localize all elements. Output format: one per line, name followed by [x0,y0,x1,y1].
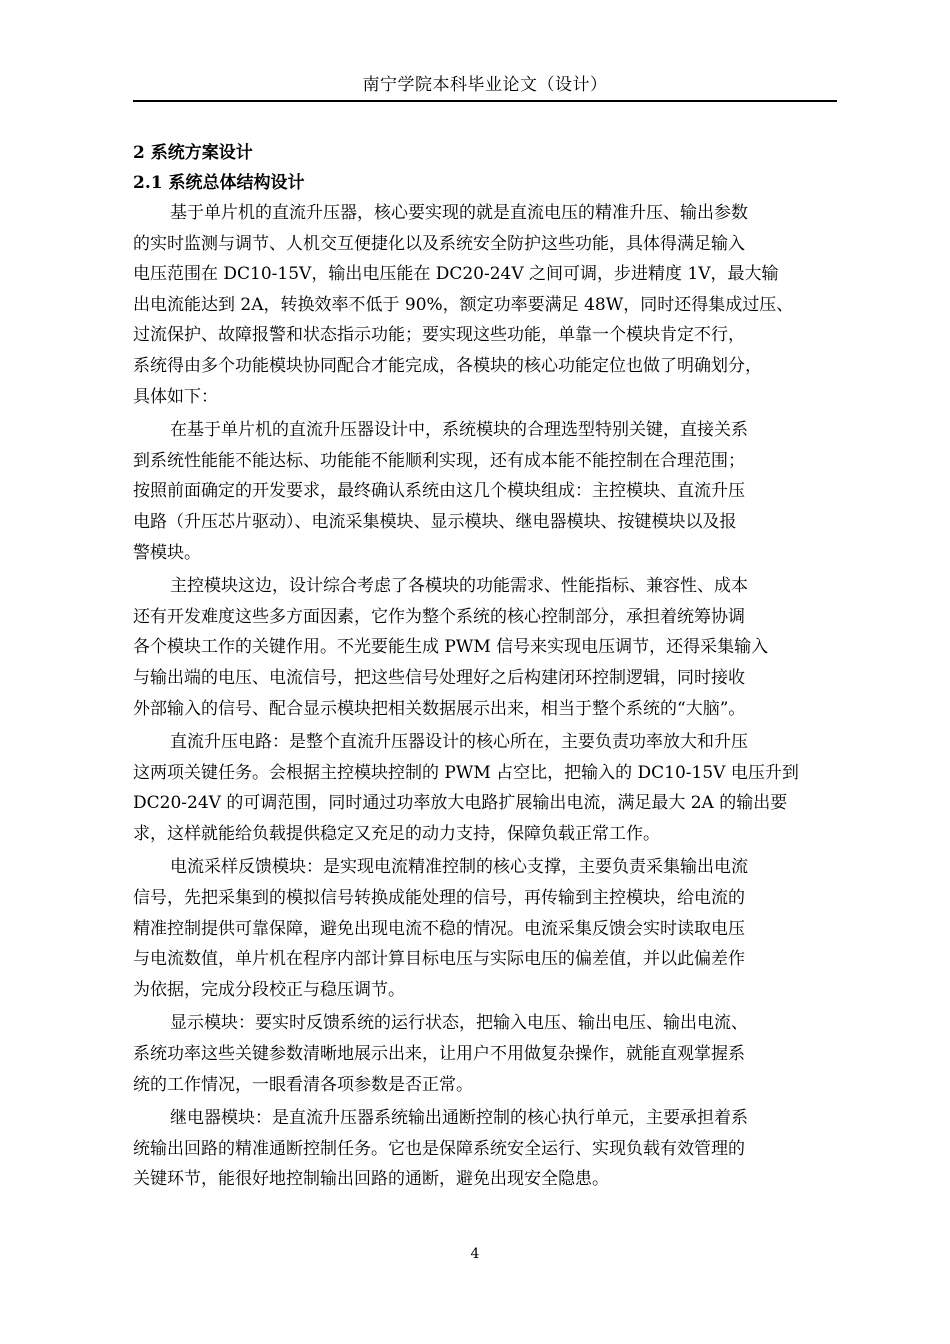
paragraph-line: 继电器模块：是直流升压器系统输出通断控制的核心执行单元，主要承担着系 [170,1108,748,1129]
paragraph-line: 具体如下： [133,386,218,407]
paragraph-line: 电路（升压芯片驱动）、电流采集模块、显示模块、继电器模块、按键模块以及报 [133,511,737,532]
subsection-heading: 2.1 系统总体结构设计 [133,173,305,193]
paragraph [133,198,837,412]
paragraph-line: 按照前面确定的开发要求，最终确认系统由这几个模块组成：主控模块、直流升压 [133,481,745,502]
paragraph-line: 信号，先把采集到的模拟信号转换成能处理的信号，再传输到主控模块，给电流的 [133,888,745,909]
paragraph-line: 与电流数值，单片机在程序内部计算目标电压与实际电压的偏差值，并以此偏差作 [133,949,745,970]
paragraph-line: 主控模块这边，设计综合考虑了各模块的功能需求、性能指标、兼容性、成本 [170,576,748,597]
paragraph-list [133,198,837,1195]
paragraph-line: 统输出回路的精准通断控制任务。它也是保障系统安全运行、实现负载有效管理的 [133,1138,745,1159]
section-heading: 2 系统方案设计 [133,143,253,163]
paragraph [133,1103,837,1195]
paragraph [133,1008,837,1100]
header-divider [133,100,837,102]
paragraph-line: 统的工作情况，一眼看清各项参数是否正常。 [133,1074,473,1095]
paragraph-line: 在基于单片机的直流升压器设计中，系统模块的合理选型特别关键，直接关系 [170,420,748,441]
page-number: 4 [470,1246,480,1262]
paragraph-line: 系统功率这些关键参数清晰地展示出来，让用户不用做复杂操作，就能直观掌握系 [133,1044,745,1065]
paragraph-line: 与输出端的电压、电流信号，把这些信号处理好之后构建闭环控制逻辑，同时接收 [133,667,745,688]
paragraph-line: 各个模块工作的关键作用。不光要能生成 PWM 信号来实现电压调节，还得采集输入 [133,637,769,658]
paragraph-line: 电流采样反馈模块：是实现电流精准控制的核心支撑，主要负责采集输出电流 [170,857,748,878]
paragraph-line: 求，这样就能给负载提供稳定又充足的动力支持，保障负载正常工作。 [133,823,660,844]
paragraph-line: 为依据，完成分段校正与稳压调节。 [133,979,405,1000]
paragraph-line: 精准控制提供可靠保障，避免出现电流不稳的情况。电流采集反馈会实时读取电压 [133,918,745,939]
paragraph-line: 这两项关键任务。会根据主控模块控制的 PWM 占空比，把输入的 DC10-15V 电压升到 [133,762,799,783]
paragraph-line: 还有开发难度这些多方面因素，它作为整个系统的核心控制部分，承担着统筹协调 [133,606,745,627]
paragraph-line: 出电流能达到 2A，转换效率不低于 90%，额定功率要满足 48W，同时还得集成过压、 [133,294,794,315]
paragraph [133,415,837,568]
paragraph-line: 显示模块：要实时反馈系统的运行状态，把输入电压、输出电压、输出电流、 [170,1013,748,1034]
paragraph-line: DC20-24V 的可调范围，同时通过功率放大电路扩展输出电流，满足最大 2A 的输出要 [133,793,788,814]
paragraph-line: 电压范围在 DC10-15V，输出电压能在 DC20-24V 之间可调，步进精度 1V，最大输 [133,264,779,285]
paragraph [133,727,837,849]
paragraph [133,852,837,1005]
paragraph-line: 过流保护、故障报警和状态指示功能；要实现这些功能，单靠一个模块肯定不行， [133,325,745,346]
page-body [133,138,837,1195]
paragraph-line: 的实时监测与调节、人机交互便捷化以及系统安全防护这些功能，具体得满足输入 [133,233,745,254]
paragraph-line: 外部输入的信号、配合显示模块把相关数据展示出来，相当于整个系统的“大脑”。 [133,698,746,719]
paragraph-line: 基于单片机的直流升压器，核心要实现的就是直流电压的精准升压、输出参数 [170,203,748,223]
paragraph-line: 警模块。 [133,542,201,563]
paragraph-line: 系统得由多个功能模块协同配合才能完成，各模块的核心功能定位也做了明确划分， [133,355,762,376]
paragraph [133,571,837,724]
page-header: 南宁学院本科毕业论文（设计） [362,75,608,95]
paragraph-line: 到系统性能能不能达标、功能能不能顺利实现，还有成本能不能控制在合理范围； [133,450,745,471]
paragraph-line: 关键环节，能很好地控制输出回路的通断，避免出现安全隐患。 [133,1169,609,1190]
paragraph-line: 直流升压电路：是整个直流升压器设计的核心所在，主要负责功率放大和升压 [170,732,748,753]
